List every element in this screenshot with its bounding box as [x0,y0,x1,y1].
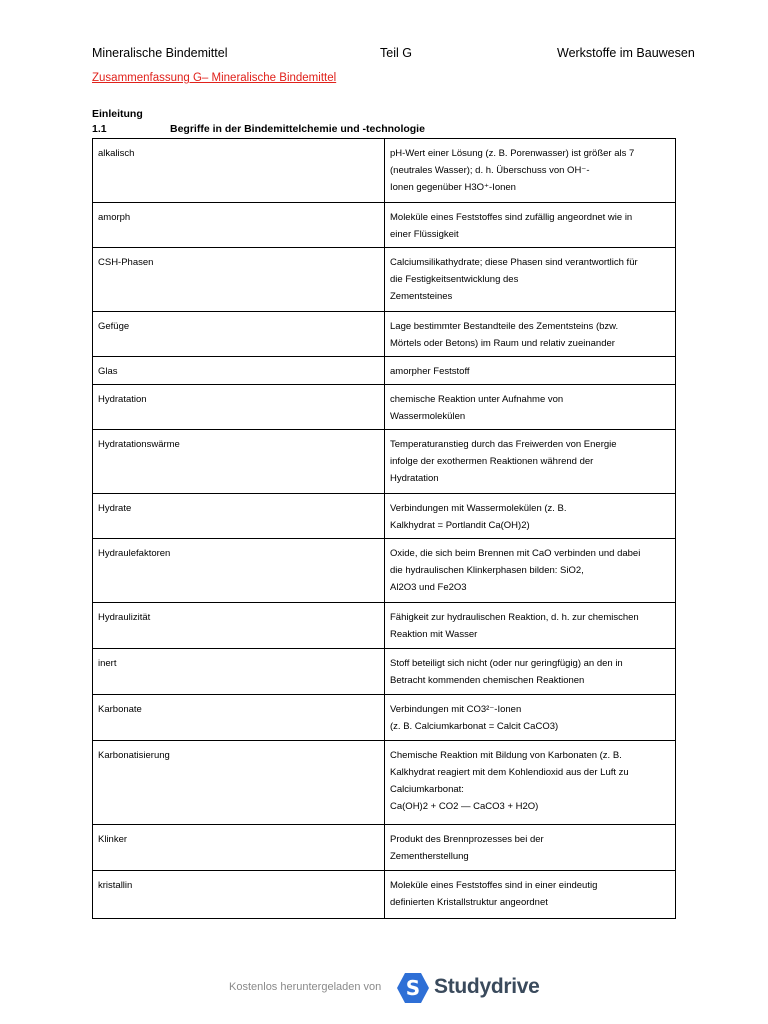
definition-line: Moleküle eines Feststoffes sind zufällig angeordnet wie in [390,212,633,223]
glossary-row [93,825,676,871]
glossary-row [93,494,676,539]
glossary-term: Karbonatisierung [93,741,385,825]
glossary-definition [385,357,676,385]
glossary-term: Hydratation [93,385,385,430]
definition-line: Ionen gegenüber H3O⁺-Ionen [390,182,516,193]
definition-line: Zementherstellung [390,851,469,862]
glossary-definition [385,203,676,248]
glossary-term: alkalisch [93,139,385,203]
studydrive-s-logo-icon[interactable] [396,972,430,1004]
definition-line: Betracht kommenden chemischen Reaktionen [390,675,585,686]
glossary-row [93,649,676,695]
glossary-definition [385,603,676,649]
definition-line: Oxide, die sich beim Brennen mit CaO verbinden und dabei [390,548,641,559]
glossary-term: Karbonate [93,695,385,741]
section-number: 1.1 [92,123,107,135]
definition-line: Ca(OH)2 + CO2 — CaCO3 + H2O) [390,801,539,812]
glossary-row [93,312,676,357]
glossary-row [93,871,676,919]
glossary-definition [385,741,676,825]
definition-line: Temperaturanstieg durch das Freiwerden von Energie [390,439,617,450]
glossary-body [93,139,676,919]
definition-line: amorpher Feststoff [390,366,470,377]
definition-line: Verbindungen mit CO3²⁻-Ionen [390,704,522,715]
header-right: Werkstoffe im Bauwesen [557,46,695,60]
glossary-row [93,248,676,312]
definition-line: Moleküle eines Feststoffes sind in einer eindeutig [390,880,598,891]
definition-line: (z. B. Calciumkarbonat = Calcit CaCO3) [390,721,559,732]
definition-line: einer Flüssigkeit [390,229,459,240]
definition-line: Zementsteines [390,291,453,302]
glossary-term: Hydrate [93,494,385,539]
svg-text:S: S [405,976,421,1000]
definition-line: Lage bestimmter Bestandteile des Zementsteins (bzw. [390,321,619,332]
glossary-row [93,603,676,649]
footer [0,972,768,1004]
glossary-row [93,695,676,741]
definition-line: Mörtels oder Betons) im Raum und relativ zueinander [390,338,615,349]
glossary-row [93,357,676,385]
glossary-definition [385,430,676,494]
definition-line: definierten Kristallstruktur angeordnet [390,897,548,908]
definition-line: pH-Wert einer Lösung (z. B. Porenwasser) ist größer als 7 [390,148,635,159]
definition-line: infolge der exothermen Reaktionen während der [390,456,594,467]
definition-line: Kalkhydrat reagiert mit dem Kohlendioxid aus der Luft zu [390,767,629,778]
section-title: Begriffe in der Bindemittelchemie und -technologie [170,123,425,135]
glossary-row [93,139,676,203]
glossary-definition [385,695,676,741]
glossary-row [93,385,676,430]
definition-line: Chemische Reaktion mit Bildung von Karbonaten (z. B. [390,750,622,761]
definition-line: Kalkhydrat = Portlandit Ca(OH)2) [390,520,530,531]
footer-text: Kostenlos heruntergeladen von [229,981,382,993]
document-title: Zusammenfassung G– Mineralische Bindemittel [92,72,337,84]
glossary-row [93,539,676,603]
glossary-definition [385,248,676,312]
definition-line: Verbindungen mit Wassermolekülen (z. B. [390,503,567,514]
glossary-row [93,430,676,494]
glossary-definition [385,385,676,430]
glossary-definition [385,312,676,357]
glossary-definition [385,139,676,203]
glossary-definition [385,871,676,919]
definition-line: Reaktion mit Wasser [390,629,478,640]
glossary-term: Hydraulizität [93,603,385,649]
definition-line: Wassermolekülen [390,411,466,422]
glossary-definition [385,649,676,695]
glossary-term: Gefüge [93,312,385,357]
glossary-row [93,741,676,825]
definition-line: Calciumkarbonat: [390,784,464,795]
glossary-term: Glas [93,357,385,385]
glossary-definition [385,825,676,871]
intro-heading: Einleitung [92,108,143,120]
glossary-row [93,203,676,248]
definition-line: die Festigkeitsentwicklung des [390,274,519,285]
header-middle: Teil G [380,46,412,60]
definition-line: die hydraulischen Klinkerphasen bilden: SiO2, [390,565,584,576]
glossary-term: inert [93,649,385,695]
glossary-term: kristallin [93,871,385,919]
definition-line: Hydratation [390,473,439,484]
definition-line: Fähigkeit zur hydraulischen Reaktion, d. h. zur chemischen [390,612,639,623]
glossary-term: amorph [93,203,385,248]
glossary-term: Hydraulefaktoren [93,539,385,603]
glossary-definition [385,494,676,539]
glossary-term: Klinker [93,825,385,871]
definition-line: Calciumsilikathydrate; diese Phasen sind verantwortlich für [390,257,638,268]
glossary-table [92,138,676,919]
definition-line: chemische Reaktion unter Aufnahme von [390,394,564,405]
footer-brand[interactable]: Studydrive [434,975,540,998]
header-left: Mineralische Bindemittel [92,46,228,60]
glossary-term: CSH-Phasen [93,248,385,312]
definition-line: (neutrales Wasser); d. h. Überschuss von OH⁻- [390,165,590,176]
glossary-definition [385,539,676,603]
definition-line: Stoff beteiligt sich nicht (oder nur geringfügig) an den in [390,658,623,669]
definition-line: Al2O3 und Fe2O3 [390,582,467,593]
definition-line: Produkt des Brennprozesses bei der [390,834,544,845]
glossary-term: Hydratationswärme [93,430,385,494]
